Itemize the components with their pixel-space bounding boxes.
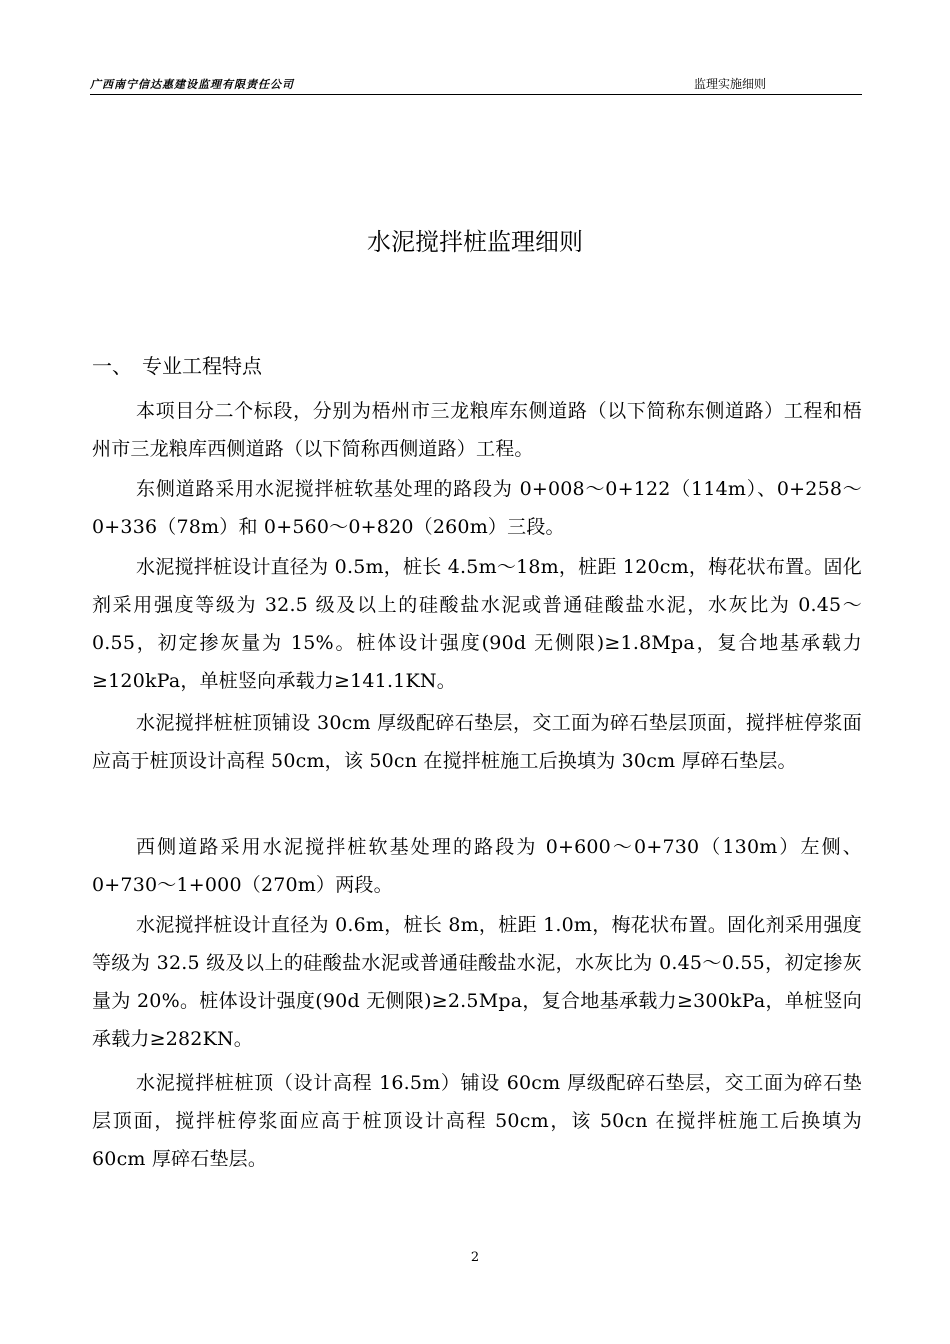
paragraph-5: 西侧道路采用水泥搅拌桩软基处理的路段为 0+600～0+730（130m）左侧、0+730～1+000（270m）两段。 <box>92 836 862 896</box>
document-type: 监理实施细则 <box>693 77 766 91</box>
paragraph-2: 东侧道路采用水泥搅拌桩软基处理的路段为 0+008～0+122（114m）、0+258～0+336（78m）和 0+560～0+820（260m）三段。 <box>92 478 862 538</box>
page-number: 2 <box>470 1250 480 1265</box>
section-heading: 一、 专业工程特点 <box>92 354 262 378</box>
paragraph-4: 水泥搅拌桩桩顶铺设 30cm 厚级配碎石垫层，交工面为碎石垫层顶面，搅拌桩停浆面应高于桩顶设计高程 50cm，该 50cn 在搅拌桩施工后换填为 30cm 厚碎石垫层。 <box>92 712 862 772</box>
company-name: 广西南宁信达惠建设监理有限责任公司 <box>90 78 294 91</box>
page-header <box>90 74 862 95</box>
paragraph-1: 本项目分二个标段，分别为梧州市三龙粮库东侧道路（以下简称东侧道路）工程和梧州市三龙粮库西侧道路（以下简称西侧道路）工程。 <box>92 400 862 460</box>
paragraph-6: 水泥搅拌桩设计直径为 0.6m，桩长 8m，桩距 1.0m，梅花状布置。固化剂采用强度等级为 32.5 级及以上的硅酸盐水泥或普通硅酸盐水泥，水灰比为 0.45～0.55，初定掺灰量为 20%。桩体设计强度(90d 无侧限)≥2.5Mpa，复合地基承载力≥300kPa，单桩竖向承载力≥282KN。 <box>92 914 862 1050</box>
paragraph-7: 水泥搅拌桩桩顶（设计高程 16.5m）铺设 60cm 厚级配碎石垫层，交工面为碎石垫层顶面，搅拌桩停浆面应高于桩顶设计高程 50cm，该 50cn 在搅拌桩施工后换填为 60cm 厚碎石垫层。 <box>92 1072 862 1170</box>
paragraph-3: 水泥搅拌桩设计直径为 0.5m，桩长 4.5m～18m，桩距 120cm，梅花状布置。固化剂采用强度等级为 32.5 级及以上的硅酸盐水泥或普通硅酸盐水泥，水灰比为 0.45～0.55，初定掺灰量为 15%。桩体设计强度(90d 无侧限)≥1.8Mpa，复合地基承载力≥120kPa，单桩竖向承载力≥141.1KN。 <box>92 556 862 692</box>
document-title: 水泥搅拌桩监理细则 <box>367 228 583 256</box>
